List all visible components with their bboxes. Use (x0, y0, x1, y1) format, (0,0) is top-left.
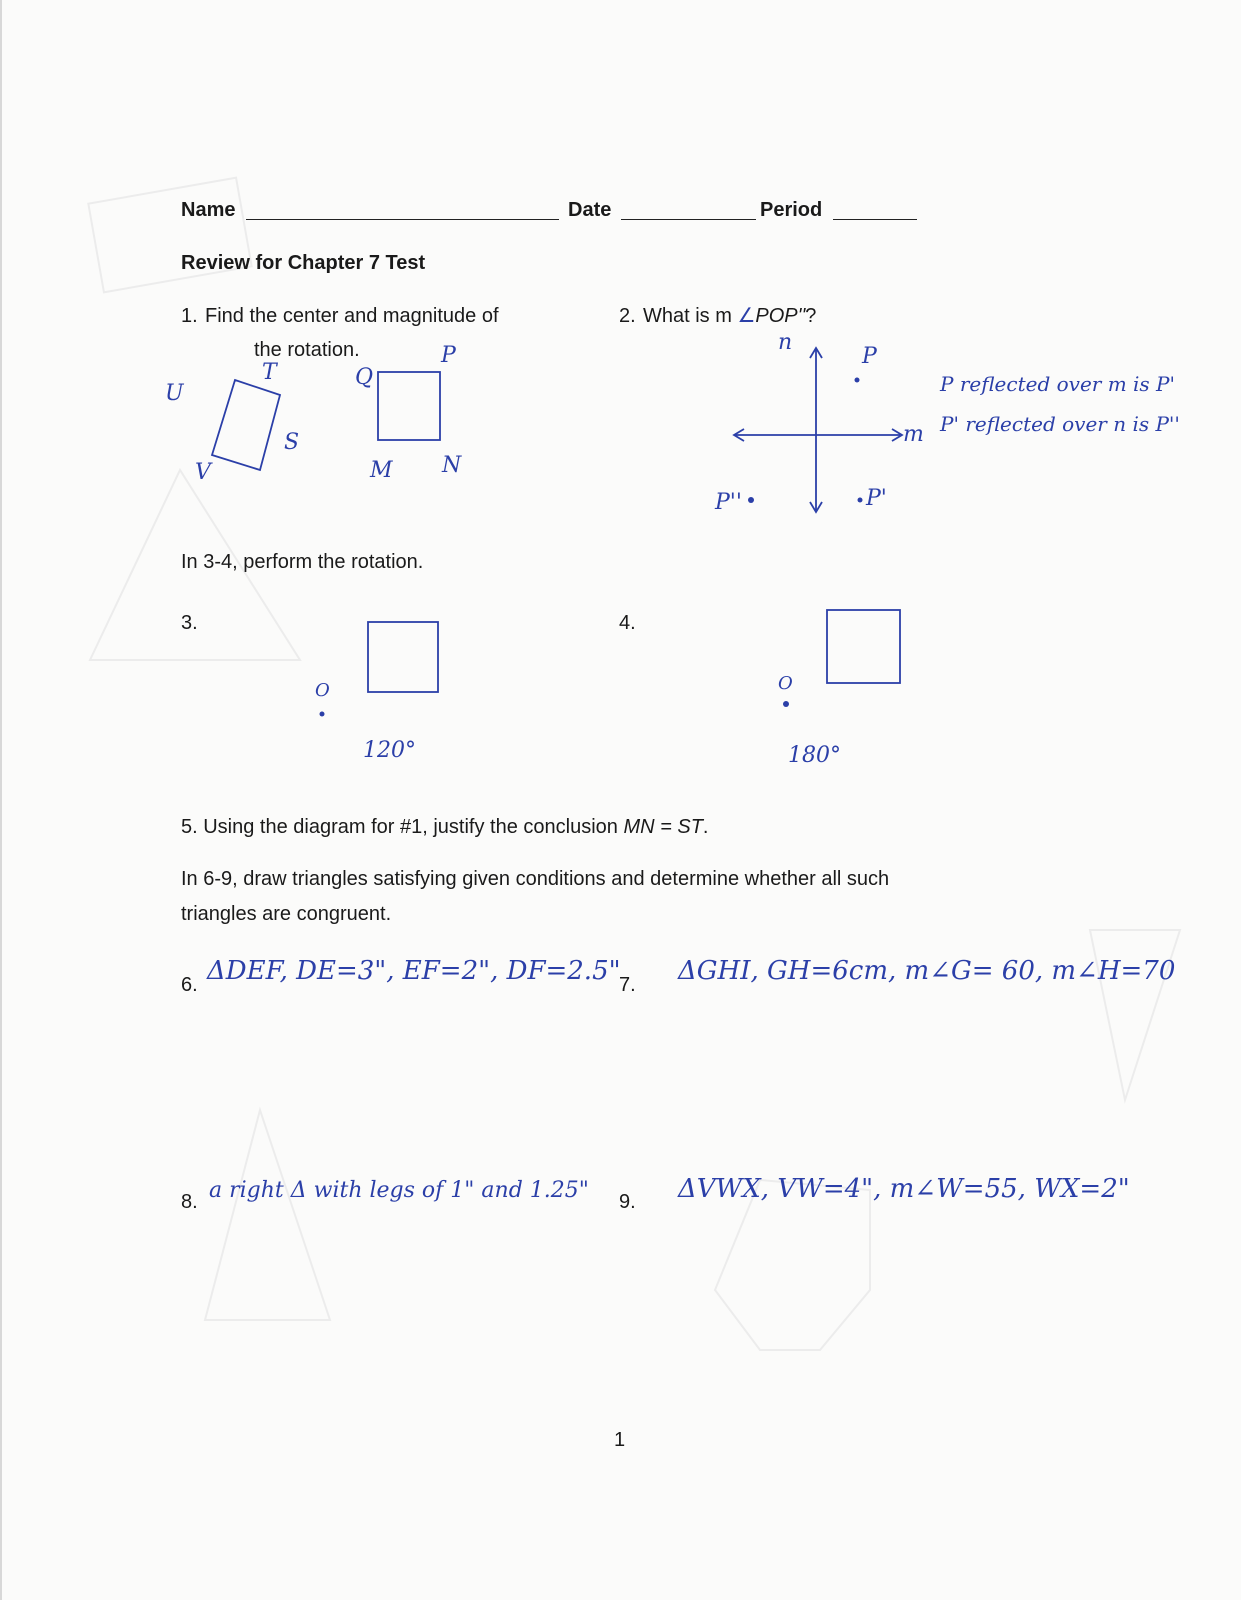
q2-text (643, 306, 816, 326)
period-field[interactable] (833, 219, 917, 220)
q3-square (368, 622, 438, 692)
angle-icon: ∠ (737, 305, 756, 327)
q3-center-dot (320, 712, 325, 717)
q4-center-dot (783, 701, 789, 707)
q4-number: 4. (619, 612, 636, 634)
q5-text-before: 5. Using the diagram for #1, justify the conclusion (181, 816, 624, 838)
q5-expression: MN = ST (623, 816, 703, 838)
q1-original-square (378, 372, 440, 440)
q2-line-n-label: n (778, 330, 793, 355)
q6-number: 6. (181, 974, 198, 996)
q2-note-line2: P' reflected over n is P'' (940, 412, 1180, 436)
q8-number: 8. (181, 1191, 198, 1213)
q1-label-v: V (195, 460, 211, 485)
q3-point-label: O (315, 680, 330, 701)
q1-label-n: N (442, 453, 462, 478)
q6-handwritten: ΔDEF, DE=3", EF=2", DF=2.5" (207, 956, 621, 986)
q4-square (827, 610, 900, 683)
q1-rotated-square (212, 380, 280, 470)
q1-label-p: P (441, 343, 456, 368)
q4-point-label: O (778, 673, 793, 694)
name-field[interactable] (246, 219, 559, 220)
q2-line-m-label: m (903, 422, 924, 447)
q3-angle: 120° (363, 738, 416, 763)
q3-diagram (300, 610, 460, 720)
q1-number: 1. (181, 305, 198, 327)
q2-angle-name: POP'' (755, 305, 806, 327)
q1-label-q: Q (355, 365, 374, 390)
q2-number: 2. (619, 305, 636, 327)
q7-number: 7. (619, 974, 636, 996)
q1-label-u: U (165, 381, 184, 406)
page-title: Review for Chapter 7 Test (181, 252, 426, 274)
point-p-dot (855, 378, 860, 383)
point-p-prime-dot (858, 498, 863, 503)
q5-text (181, 817, 708, 837)
q2-text-before: What is m (643, 305, 732, 327)
q8-handwritten: a right Δ with legs of 1" and 1.25" (209, 1178, 589, 1203)
point-p-double-prime-dot (748, 497, 754, 503)
q1-text-line1: Find the center and magnitude of (205, 305, 499, 327)
q4-angle: 180° (788, 743, 841, 768)
date-label: Date (568, 199, 612, 221)
page-number: 1 (614, 1429, 626, 1451)
period-label: Period (760, 199, 823, 221)
date-field[interactable] (621, 219, 756, 220)
q1-label-s: S (284, 430, 300, 455)
instructions-6-9-line1: In 6-9, draw triangles satisfying given conditions and determine whether all such (181, 868, 890, 890)
q2-point-p-label: P (862, 344, 877, 369)
q5-text-after: . (702, 816, 709, 838)
q1-label-t: T (262, 360, 277, 385)
q2-note-line1: P reflected over m is P' (940, 372, 1176, 396)
name-label: Name (181, 199, 236, 221)
instructions-6-9-line2: triangles are congruent. (181, 903, 392, 925)
q3-number: 3. (181, 612, 198, 634)
instructions-3-4: In 3-4, perform the rotation. (181, 551, 424, 573)
q7-handwritten: ΔGHI, GH=6cm, m∠G= 60, m∠H=70 (678, 956, 1176, 986)
q9-number: 9. (619, 1191, 636, 1213)
q2-text-after: ? (805, 305, 817, 327)
q9-handwritten: ΔVWX, VW=4", m∠W=55, WX=2" (678, 1174, 1130, 1204)
q2-reflection-diagram (730, 340, 920, 520)
q2-point-p-double-prime-label: P'' (715, 490, 742, 515)
q1-text-line2: the rotation. (254, 339, 360, 361)
q2-point-p-prime-label: P' (866, 486, 887, 511)
q1-label-m: M (370, 458, 393, 483)
